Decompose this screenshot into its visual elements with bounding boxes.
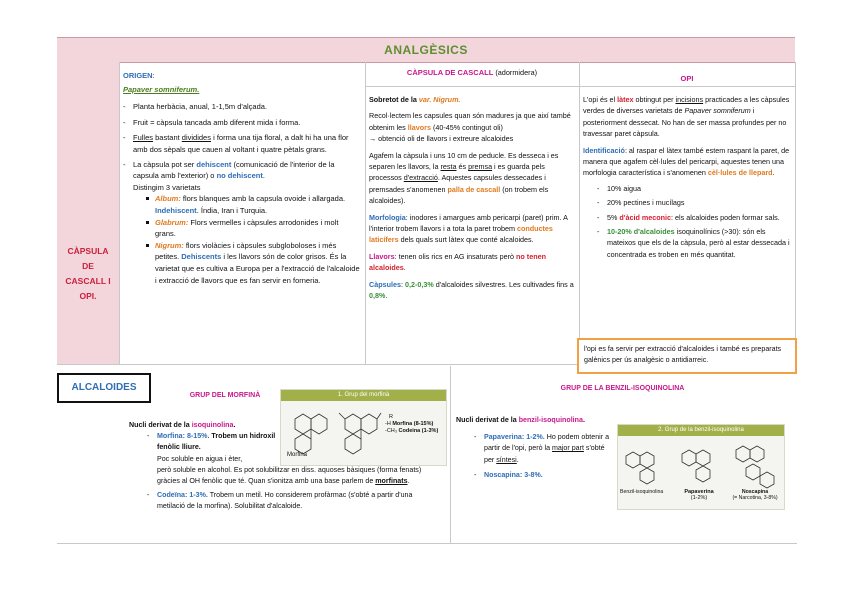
figure-caption: Morfina: [287, 452, 308, 458]
figure-benzil: [617, 424, 785, 510]
opi-heading: OPI: [680, 74, 694, 83]
variety-item: Glabrum: Flors vermelles i càpsules arrodonides i molt grans.: [145, 217, 361, 240]
variety-item: Album: flors blanques amb la capsula ovoide i allargada. Indehiscent. Índia, Iran i Turquia.: [145, 193, 361, 216]
opi-note-box: [577, 338, 797, 374]
capsula-heading: CÀPSULA DE CASCALL (adormidera): [406, 68, 538, 77]
opi-list-item: - 20% pectines i mucílags: [597, 197, 791, 208]
figure-title: 2. Grup de la benzil-isoquinolina: [618, 425, 784, 436]
morfina-section: Nucli derivat de la isoquinolina. - Morfina: 8-15%. Trobem un hidroxil fenòlic lliure. Poc soluble en aigua i èter, però soluble en alcohol. Es pot solubilitzar en diss. aquoses bàsiques (forma fenats) gràcies al OH fenòlic que té. Quan s'ionitza amb una base parlem de morfinats. - Codeïna: 1-3%. Trobem un metil. Ho considerem profàrmac (s'obté a partir d'una metilació de la morfina). Solubilitat d'alcaloide.: [129, 420, 439, 513]
figure-title: 1. Grup del morfinà: [281, 390, 446, 401]
divider: [579, 62, 580, 338]
benzil-section: Nucli derivat de la benzil-isoquinolina. - Papaverina: 1-2%. Ho podem obtenir a partir de l'opi, però la major part s'obté per síntesi. - Noscapina: 3-8%.: [456, 415, 612, 481]
page-title: ANALGÈSICS: [384, 43, 468, 57]
figure-caption: Papaverina (1-2%): [684, 489, 714, 501]
side-label: CÀPSULA DE CASCALL I OPI.: [65, 246, 111, 301]
opi-section: L'opi és el làtex obtingut per incisions practicades a les càpsules verdes de diverses varietats de Papaver somniferum i posteriorment dessecat. No han de ser massa profundes per no travessar paret càpsula. Identificació: al raspar el làtex també estem raspant la paret, de manera que agafem cèl·lules del pericarpi, aquestes tenen una morfologia característica i s'anomenen cèl·lules de llepard. - 10% aigua - 20% pectines i mucílags - 5% d'àcid meconic: els alcaloides poden formar sals. - 10-20% d'alcaloides isoquinolínics (>30): són els mateixos que els de la càpsula, però al estar dessecada i concentrada es troben en més quantitat.: [583, 94, 791, 260]
grup-benzil-heading: GRUP DE LA BENZIL-ISOQUINOLINA: [560, 385, 685, 392]
figure-caption: Benzil-isoquinolina: [620, 489, 664, 495]
divider: [365, 62, 366, 364]
figure-legend: R -H Morfina (8-15%) -CH₃ Codeina (1-3%): [385, 414, 439, 434]
alcaloides-label: ALCALOIDES: [71, 382, 137, 393]
opi-list-item: - 10-20% d'alcaloides isoquinolínics (>30): són els mateixos que els de la càpsula, però al estar dessecada i concentrada es troben en més quantitat.: [597, 226, 791, 260]
divider: [795, 62, 796, 338]
origen-item: - Fulles bastant dividides i forma una tija floral, a dalt hi ha una flor amb dos sèpals que cauen al voltant i quatre pètals grans.: [123, 132, 361, 155]
opi-note: l'opi es fa servir per extracció d'alcaloides i també es preparats galènics per ús analgèsic o antidiarreic.: [584, 345, 782, 364]
divider: [119, 62, 120, 364]
divider: [365, 86, 795, 87]
side-label-cell: [57, 62, 119, 364]
origen-item: - Planta herbàcia, anual, 1-1,5m d'alçada.: [123, 101, 361, 113]
divider: [57, 543, 797, 544]
title-band: [57, 37, 795, 63]
benzylisoquinoline-structure-icon: [618, 436, 784, 496]
origen-section: ORIGEN: Papaver somniferum. - Planta herbàcia, anual, 1-1,5m d'alçada. - Fruit = càpsula tancada amb diferent mida i forma. - Fulles bastant dividides i forma una tija floral, a dalt hi ha una flor amb dos sèpals que cauen al voltant i quatre pètals grans. - La càpsula pot ser dehiscent (comunicació de l'interior de la capsula amb l'exterior) o no dehiscent. Distingim 3 varietats Album: flors blanques amb la capsula ovoide i allargada. Indehiscent. Índia, Iran i Turquia. Glabrum: Flors vermelles i càpsules arrodonides i molt grans. Nigrum: flors violàcies i càpsules subgloboloses i més petites. Dehiscents i les llavors són de color grisos. És la varietat que es cultiva a Europa per a l'extracció de l'alcaloide i extracció de llavors que es fan servir en forneria.: [123, 70, 361, 286]
figure-caption: Noscapina (= Narcotina, 3-8%): [732, 489, 778, 501]
opi-list-item: - 10% aigua: [597, 183, 791, 194]
species-name: Papaver somniferum.: [123, 84, 200, 94]
varieties-intro: Distingim 3 varietats: [133, 182, 201, 192]
alcaloides-box: [57, 373, 151, 403]
variety-item: Nigrum: flors violàcies i càpsules subgloboloses i més petites. Dehiscents i les llavors són de color grisos. És la varietat que es cultiva a Europa per a l'extracció de l'alcaloide i extracció de llavors que es fan servir en forneria.: [145, 240, 361, 286]
origen-item: - Fruit = càpsula tancada amb diferent mida i forma.: [123, 117, 361, 129]
opi-list-item: - 5% d'àcid meconic: els alcaloides poden formar sals.: [597, 212, 791, 223]
origen-item: - La càpsula pot ser dehiscent (comunicació de l'interior de la capsula amb l'exterior) o no dehiscent.: [123, 159, 361, 182]
grup-morfina-heading: GRUP DEL MORFINÀ: [189, 392, 261, 399]
capsula-section: Sobretot de la var. Nigrum. Recol·lectem les capsules quan són madures ja que així també obtenim les llavors (40-45% contingut oli) → obtenció oli de llavors i extreure alcaloides Agafem la càpsula i uns 10 cm de peducle. Es desseca i es separen les llavors, la resta és premsa i es guarda pels processos d'extracció. Aquestes capsules dessecades i premsades s'anomenen palla de cascall (on trobem els alcaloides). Morfologia: inodores i amargues amb pericarpi (paret) prim. A l'interior trobem llavors i a tota la paret trobem conductes laticífers dels quals surt làtex que conté alcaloides. Llavors: tenen olis rics en AG insaturats però no tenen alcaloides. Càpsules: 0,2-0,3% d'alcaloides silvestres. Les cultivades fins a 0,8%.: [369, 95, 574, 301]
